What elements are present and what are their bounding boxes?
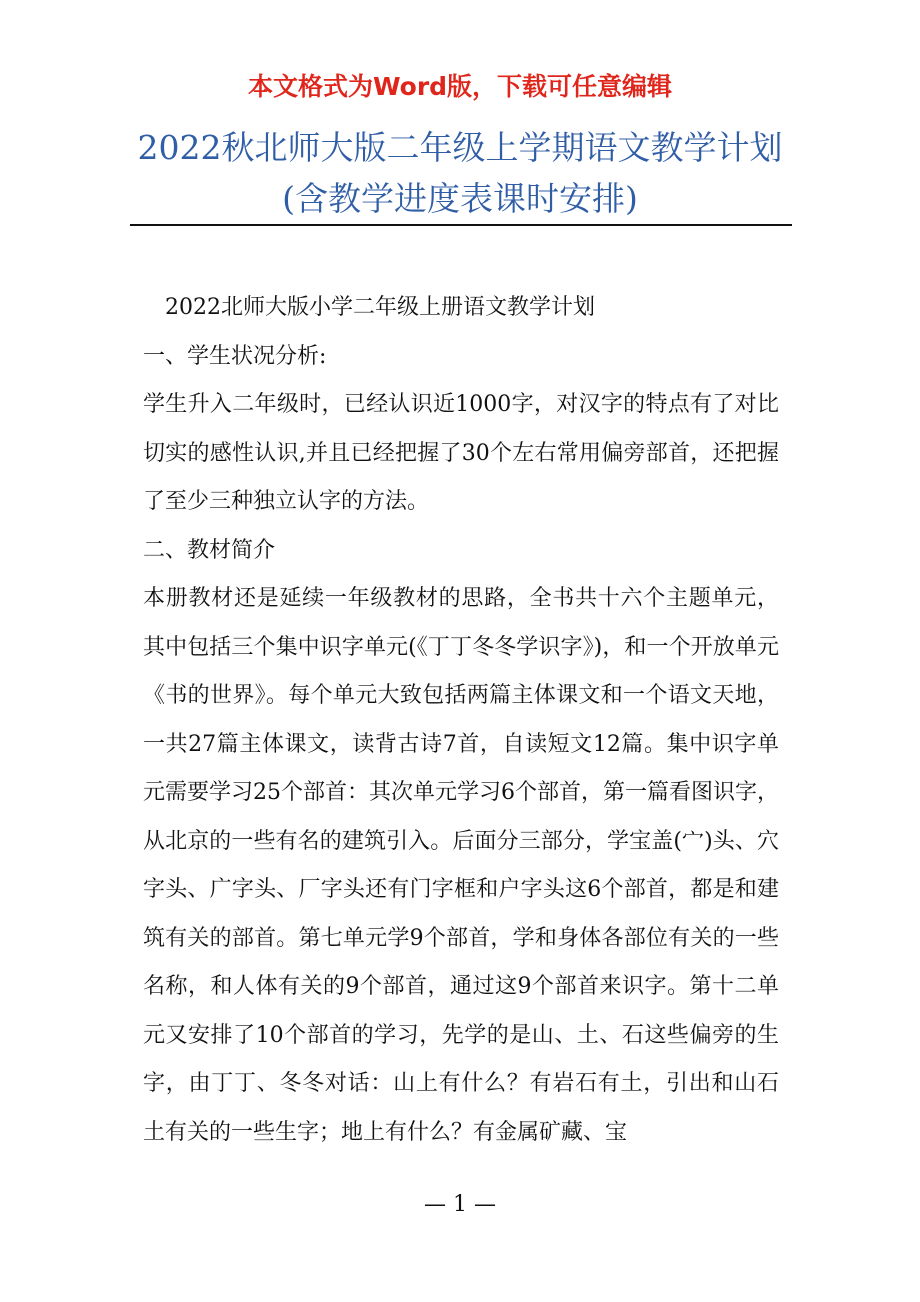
section-heading-textbook-intro: 二、教材简介 <box>143 537 276 563</box>
paragraph-student-analysis: 学生升入二年级时，已经认识近1000字，对汉字的特点有了对比切实的感性认识,并且已经把握了30个左右常用偏旁部首，还把握了至少三种独立认字的方法。 <box>143 392 779 514</box>
paragraph-textbook-intro: 本册教材还是延续一年级教材的思路，全书共十六个主题单元，其中包括三个集中识字单元(《丁丁冬冬学识字》)，和一个开放单元《书的世界》。每个单元大致包括两篇主体课文和一个语文天地，一共27篇主体课文，读背古诗7首，自读短文12篇。集中识字单元需要学习25个部首：其次单元学习6个部首，第一篇看图识字，从北京的一些有名的建筑引入。后面分三部分，学宝盖(宀)头、穴字头、广字头、厂字头还有门字框和户字头这6个部首，都是和建筑有关的部首。第七单元学9个部首，学和身体各部位有关的一些名称，和人体有关的9个部首，通过这9个部首来识字。第十二单元又安排了10个部首的学习，先学的是山、土、石这些偏旁的生字，由丁丁、冬冬对话：山上有什么？有岩石有土，引出和山石土有关的一些生字；地上有什么？有金属矿藏、宝 <box>143 586 779 1145</box>
format-notice-banner: 本文格式为Word版，下载可任意编辑 <box>247 72 673 101</box>
document-body <box>143 284 779 1157</box>
document-title: 2022秋北师大版二年级上学期语文教学计划(含教学进度表课时安排) <box>137 128 783 218</box>
section-heading-student-analysis: 一、学生状况分析: <box>143 343 327 369</box>
plan-subtitle: 2022北师大版小学二年级上册语文教学计划 <box>165 295 595 320</box>
page-number: — 1 — <box>424 1192 496 1217</box>
title-divider <box>130 224 792 226</box>
